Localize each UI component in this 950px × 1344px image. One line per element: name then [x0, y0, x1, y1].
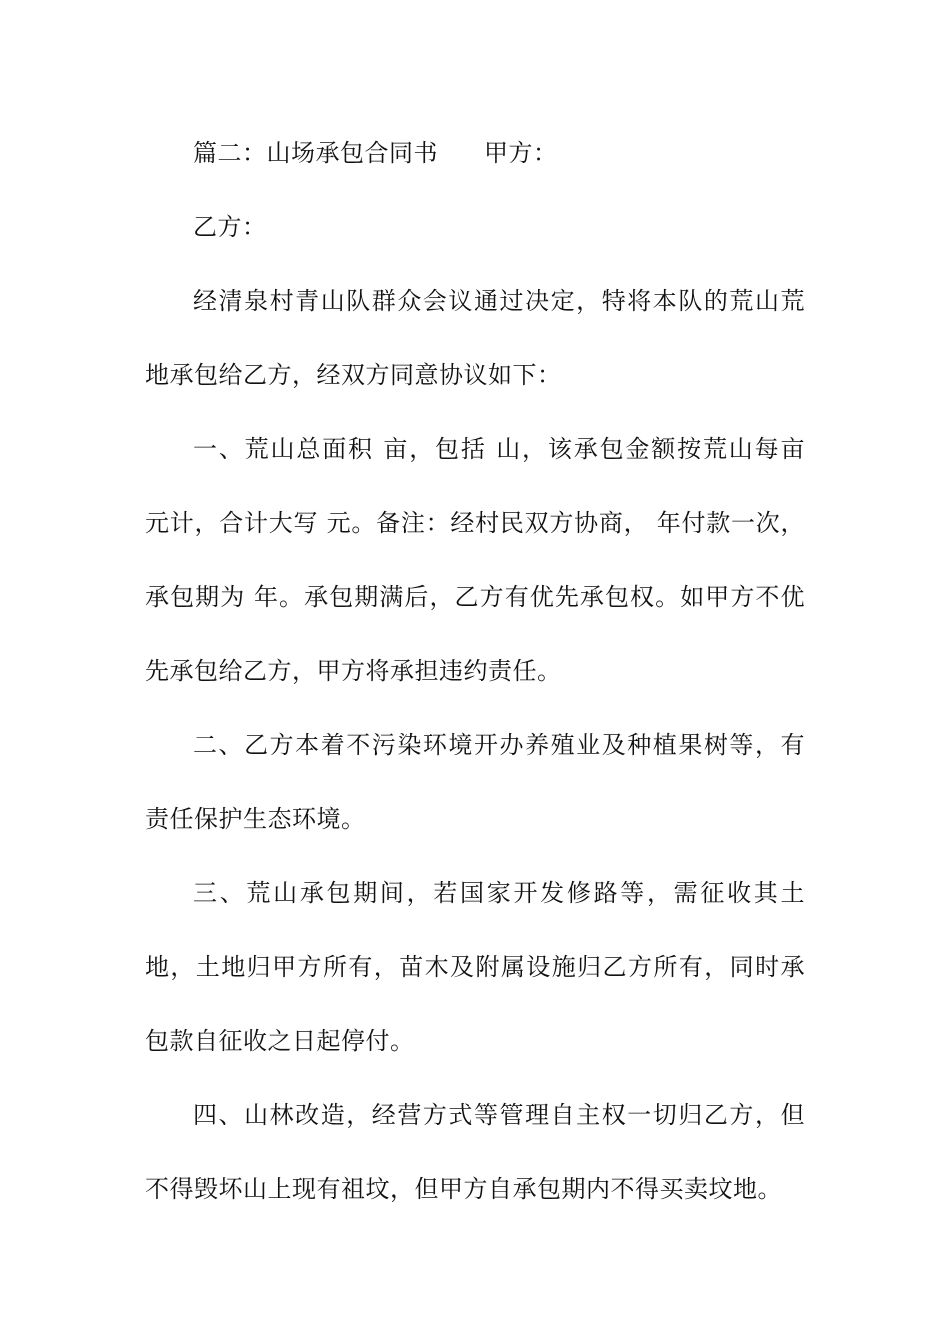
paragraph-intro: 经清泉村青山队群众会议通过决定，特将本队的荒山荒地承包给乙方，经双方同意协议如下： [145, 287, 805, 389]
party-a-label: 甲方： [484, 139, 558, 167]
paragraph-clause-4: 四、山林改造，经营方式等管理自主权一切归乙方，但不得毁坏山上现有祖坟，但甲方自承包期内不得买卖坟地。 [145, 1101, 805, 1203]
paragraph-clause-2: 二、乙方本着不污染环境开办养殖业及种植果树等，有责任保护生态环境。 [145, 731, 805, 833]
party-b-label: 乙方： [193, 213, 267, 241]
document-heading [145, 116, 805, 190]
paragraph-clause-3: 三、荒山承包期间，若国家开发修路等，需征收其土地，土地归甲方所有，苗木及附属设施归乙方所有，同时承包款自征收之日起停付。 [145, 879, 805, 1055]
contract-title: 篇二：山场承包合同书 [193, 139, 438, 167]
paragraph-clause-1: 一、荒山总面积 亩，包括 山，该承包金额按荒山每亩 元计，合计大写 元。备注：经村民双方协商， 年付款一次，承包期为 年。承包期满后，乙方有优先承包权。如甲方不优先承包给乙方，甲方将承担违约责任。 [145, 435, 805, 685]
